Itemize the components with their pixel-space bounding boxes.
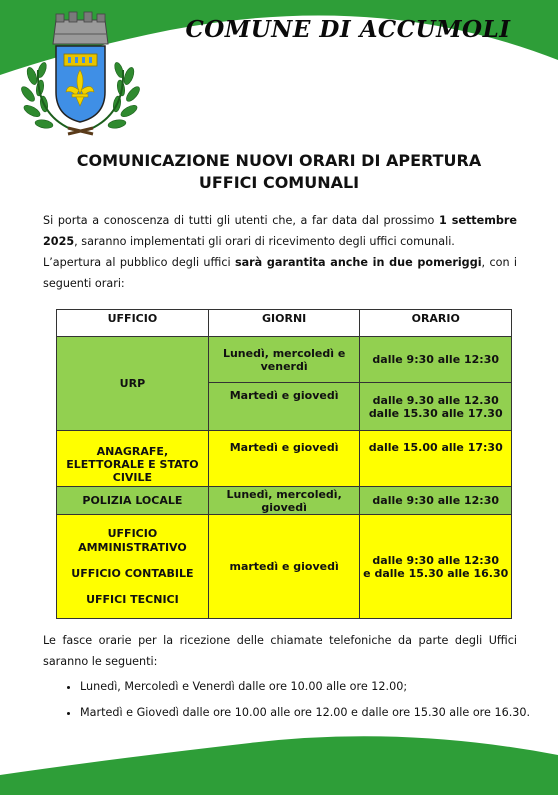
page-headline <box>30 150 528 194</box>
list-item: • Martedì e Giovedì dalle ore 10.00 alle ore 12.00 e dalle ore 15.30 alle ore 16.30. <box>80 702 540 723</box>
office-uffici <box>57 515 209 619</box>
intro-p1-date: 1 settembre 2025 <box>43 214 517 248</box>
intro-p1-a: Si porta a conoscenza di tutti gli utenti che, a far data dal prossimo <box>43 214 439 227</box>
coat-of-arms-icon <box>18 10 143 140</box>
intro-p1-b: , saranno implementati gli orari di ricevimento degli uffici comunali. <box>74 235 455 248</box>
intro-p2-emphasis: sarà garantita anche in due pomeriggi <box>234 256 482 269</box>
schedule-table <box>56 309 512 619</box>
office-urp: URP <box>57 337 209 431</box>
header-orario: ORARIO <box>360 310 512 337</box>
time-uffici-b: e dalle 15.30 alle 16.30 <box>363 566 509 580</box>
days-urp-2: Martedì e giovedì <box>208 383 360 431</box>
intro-text <box>43 210 517 294</box>
time-anagrafe: dalle 15.00 alle 17:30 <box>360 431 512 487</box>
table-row <box>57 515 512 619</box>
time-uffici <box>360 515 512 619</box>
table-row <box>57 431 512 487</box>
office-polizia: POLIZIA LOCALE <box>57 487 209 515</box>
time-urp-2a: dalle 9.30 alle 12.30 <box>372 393 499 407</box>
days-urp-1: Lunedì, mercoledì e venerdì <box>208 337 360 383</box>
footer-green-band <box>0 725 558 795</box>
time-uffici-a: dalle 9:30 alle 12:30 <box>372 553 500 567</box>
office-contabile: UFFICIO CONTABILE <box>71 566 194 580</box>
office-anagrafe: ANAGRAFE, ELETTORALE E STATO CIVILE <box>57 431 209 487</box>
intro-p2-b: , con i seguenti orari: <box>43 256 517 290</box>
table-header-row <box>57 310 512 337</box>
town-title: COMUNE DI ACCUMOLI <box>185 16 511 43</box>
days-anagrafe: Martedì e giovedì <box>208 431 360 487</box>
time-urp-2 <box>360 383 512 431</box>
office-tecnici: UFFICI TECNICI <box>86 592 179 606</box>
days-uffici: martedì e giovedì <box>208 515 360 619</box>
phone-intro: Le fasce orarie per la ricezione delle chiamate telefoniche da parte degli Uffici saranno le seguenti: <box>43 634 517 668</box>
list-item: • Lunedì, Mercoledì e Venerdì dalle ore 10.00 alle ore 12.00; <box>80 676 540 697</box>
days-polizia: Lunedì, mercoledì, giovedì <box>208 487 360 515</box>
table-row <box>57 337 512 383</box>
headline-line-1: COMUNICAZIONE NUOVI ORARI DI APERTURA <box>76 151 482 170</box>
time-urp-1: dalle 9:30 alle 12:30 <box>360 337 512 383</box>
header-giorni: GIORNI <box>208 310 360 337</box>
header-ufficio: UFFICIO <box>57 310 209 337</box>
time-urp-2b: dalle 15.30 alle 17.30 <box>368 406 503 420</box>
phone-slot-list <box>60 676 540 728</box>
intro-p2-a: L’apertura al pubblico degli uffici <box>43 256 235 269</box>
table-row <box>57 487 512 515</box>
time-polizia: dalle 9:30 alle 12:30 <box>360 487 512 515</box>
office-amministrativo: UFFICIO AMMINISTRATIVO <box>78 526 187 554</box>
headline-line-2: UFFICI COMUNALI <box>198 173 360 192</box>
